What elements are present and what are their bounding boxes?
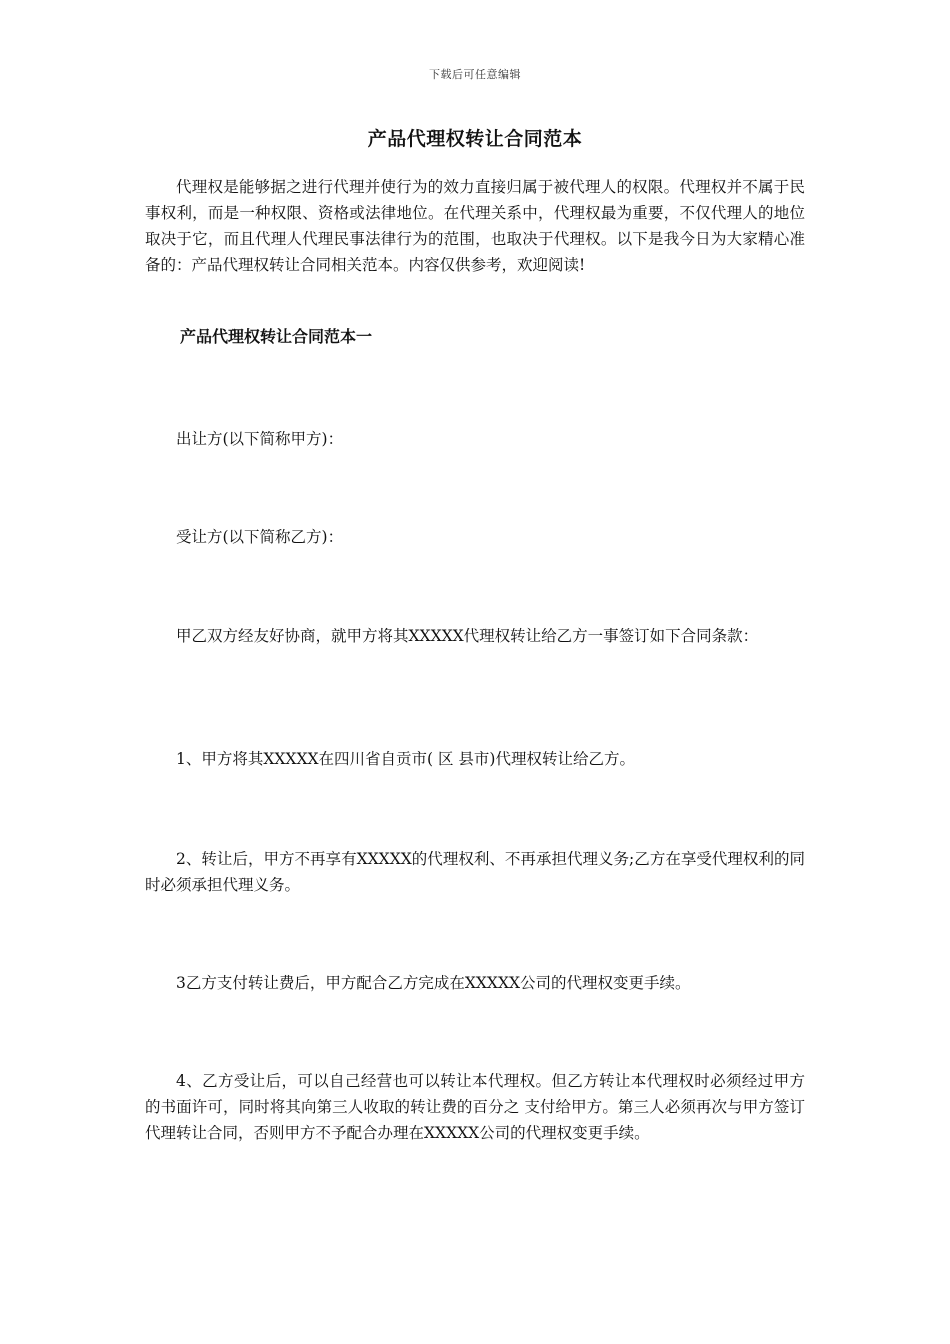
page-header-note: 下载后可任意编辑 [429, 68, 521, 81]
party-a-line: 出让方(以下简称甲方)： [176, 430, 344, 448]
intro-paragraph: 代理权是能够据之进行代理并使行为的效力直接归属于被代理人的权限。代理权并不属于民事权利，而是一种权限、资格或法律地位。在代理关系中，代理权最为重要，不仅代理人的地位取决于它，而且代理人代理民事法律行为的范围，也取决于代理权。以下是我今日为大家精心准备的：产品代理权转让合同相关范本。内容仅供参考，欢迎阅读! [145, 178, 805, 274]
document-title: 产品代理权转让合同范本 [367, 128, 583, 150]
section-heading: 产品代理权转让合同范本一 [180, 327, 373, 346]
preamble-paragraph: 甲乙双方经友好协商，就甲方将其XXXXX代理权转让给乙方一事签订如下合同条款： [176, 627, 759, 645]
clause-2: 2、转让后，甲方不再享有XXXXX的代理权利、不再承担代理义务;乙方在享受代理权利的同时必须承担代理义务。 [145, 850, 805, 894]
clause-1: 1、甲方将其XXXXX在四川省自贡市( 区 县市)代理权转让给乙方。 [176, 750, 635, 768]
clause-3: 3乙方支付转让费后，甲方配合乙方完成在XXXXX公司的代理权变更手续。 [176, 974, 691, 992]
party-b-line: 受让方(以下简称乙方)： [176, 528, 344, 546]
clause-4: 4、乙方受让后，可以自己经营也可以转让本代理权。但乙方转让本代理权时必须经过甲方的书面许可，同时将其向第三人收取的转让费的百分之 支付给甲方。第三人必须再次与甲方签订代理转让合同，否则甲方不予配合办理在XXXXX公司的代理权变更手续。 [145, 1072, 805, 1142]
